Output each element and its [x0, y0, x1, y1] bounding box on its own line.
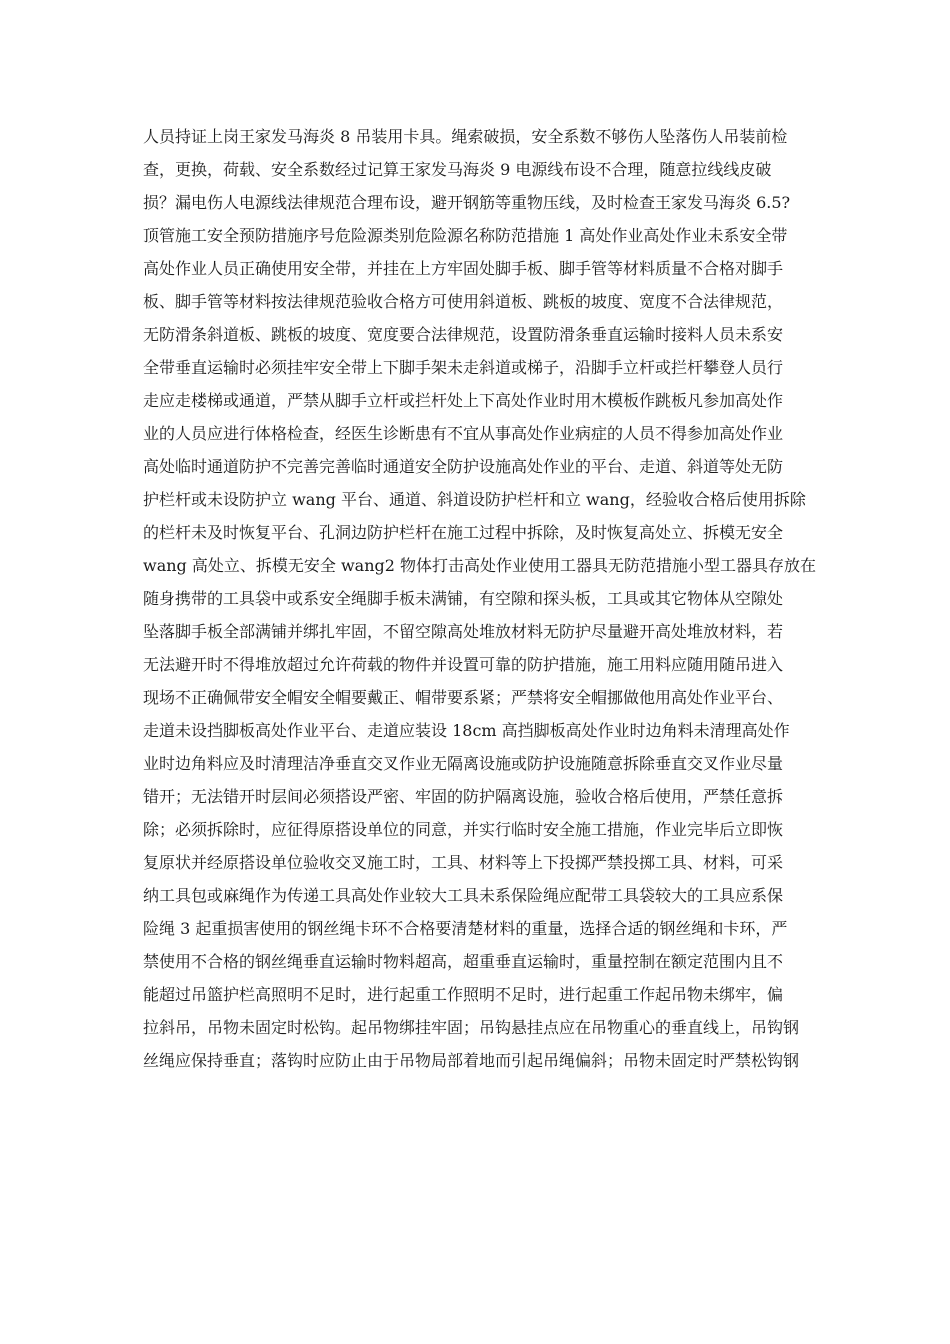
- text-line: 现场不正确佩带安全帽安全帽要戴正、帽带要系紧；严禁将安全帽挪做他用高处作业平台、: [143, 688, 784, 707]
- text-line: 除；必须拆除时，应征得原搭设单位的同意，并实行临时安全施工措施，作业完毕后立即恢: [143, 820, 784, 839]
- text-line: 无法避开时不得堆放超过允许荷载的物件并设置可靠的防护措施，施工用料应随用随吊进入: [143, 655, 784, 674]
- text-line: 高处临时通道防护不完善完善临时通道安全防护设施高处作业的平台、走道、斜道等处无防: [143, 457, 784, 476]
- text-line: 损？漏电伤人电源线法律规范合理布设，避开钢筋等重物压线，及时检查王家发马海炎 6.5?: [143, 193, 791, 212]
- text-line: 查，更换，荷载、安全系数经过记算王家发马海炎 9 电源线布设不合理，随意拉线线皮破: [143, 160, 772, 179]
- text-line: 的栏杆未及时恢复平台、孔洞边防护栏杆在施工过程中拆除，及时恢复高处立、拆模无安全: [143, 523, 784, 542]
- body-text: [143, 120, 833, 1077]
- text-line: 高处作业人员正确使用安全带，并挂在上方牢固处脚手板、脚手管等材料质量不合格对脚手: [143, 259, 784, 278]
- text-line: 禁使用不合格的钢丝绳垂直运输时物料超高，超重垂直运输时，重量控制在额定范围内且不: [143, 952, 784, 971]
- text-line: 拉斜吊，吊物未固定时松钩。起吊物绑挂牢固；吊钩悬挂点应在吊物重心的垂直线上，吊钩钢: [143, 1018, 800, 1037]
- text-line: 人员持证上岗王家发马海炎 8 吊装用卡具。绳索破损，安全系数不够伤人坠落伤人吊装前检: [143, 127, 788, 146]
- text-line: 走应走楼梯或通道，严禁从脚手立杆或拦杆处上下高处作业时用木模板作跳板凡参加高处作: [143, 391, 784, 410]
- text-line: 顶管施工安全预防措施序号危险源类别危险源名称防范措施 1 高处作业高处作业未系安全带: [143, 226, 788, 245]
- text-line: 全带垂直运输时必须挂牢安全带上下脚手架未走斜道或梯子，沿脚手立杆或拦杆攀登人员行: [143, 358, 784, 377]
- text-line: 错开；无法错开时层间必须搭设严密、牢固的防护隔离设施，验收合格后使用，严禁任意拆: [143, 787, 784, 806]
- text-line: 坠落脚手板全部满铺并绑扎牢固，不留空隙高处堆放材料无防护尽量避开高处堆放材料，若: [143, 622, 784, 641]
- text-line: 复原状并经原搭设单位验收交叉施工时，工具、材料等上下投掷严禁投掷工具、材料，可采: [143, 853, 784, 872]
- text-line: 护栏杆或未设防护立 wang 平台、通道、斜道设防护栏杆和立 wang，经验收合格后使用拆除: [143, 490, 806, 509]
- text-line: 能超过吊篮护栏高照明不足时，进行起重工作照明不足时，进行起重工作起吊物未绑牢，偏: [143, 985, 784, 1004]
- text-line: 险绳 3 起重损害使用的钢丝绳卡环不合格要清楚材料的重量，选择合适的钢丝绳和卡环，严: [143, 919, 788, 938]
- text-line: 走道未设挡脚板高处作业平台、走道应装设 18cm 高挡脚板高处作业时边角料未清理高处作: [143, 721, 790, 740]
- text-line: wang 高处立、拆模无安全 wang2 物体打击高处作业使用工器具无防范措施小型工器具存放在: [143, 556, 817, 575]
- text-line: 板、脚手管等材料按法律规范验收合格方可使用斜道板、跳板的坡度、宽度不合法律规范，: [143, 292, 784, 311]
- text-line: 纳工具包或麻绳作为传递工具高处作业较大工具未系保险绳应配带工具袋较大的工具应系保: [143, 886, 784, 905]
- text-line: 业时边角料应及时清理洁净垂直交叉作业无隔离设施或防护设施随意拆除垂直交叉作业尽量: [143, 754, 784, 773]
- text-line: 业的人员应进行体格检查，经医生诊断患有不宜从事高处作业病症的人员不得参加高处作业: [143, 424, 784, 443]
- text-line: 无防滑条斜道板、跳板的坡度、宽度要合法律规范，设置防滑条垂直运输时接料人员未系安: [143, 325, 784, 344]
- text-line: 丝绳应保持垂直；落钩时应防止由于吊物局部着地而引起吊绳偏斜；吊物未固定时严禁松钩钢: [143, 1051, 800, 1070]
- text-line: 随身携带的工具袋中或系安全绳脚手板未满铺，有空隙和探头板，工具或其它物体从空隙处: [143, 589, 784, 608]
